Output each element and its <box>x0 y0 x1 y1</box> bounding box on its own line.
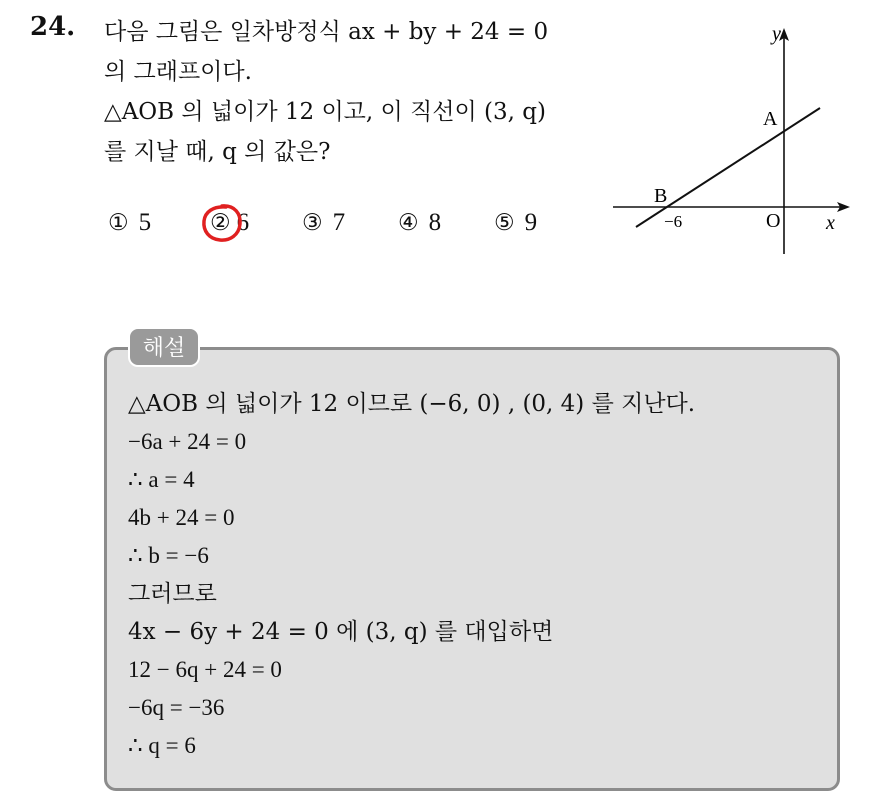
x-axis-label: x <box>826 212 835 234</box>
solution-line-4: 4b + 24 = 0 <box>128 505 235 530</box>
choice-3-mark: ③ <box>302 210 323 236</box>
choice-4-mark: ④ <box>398 210 419 236</box>
choice-1[interactable] <box>108 206 151 240</box>
graph-line <box>636 108 820 227</box>
question-number: 24. <box>30 12 76 42</box>
question-line-1: 다음 그림은 일차방정식 ax + by + 24 = 0 <box>104 19 549 45</box>
choice-2-value: 6 <box>236 209 250 236</box>
question-line-3: △AOB 의 넓이가 12 이고, 이 직선이 (3, q) <box>104 99 546 125</box>
solution-text <box>128 385 818 765</box>
choice-2[interactable] <box>210 206 249 240</box>
question-line-4: 를 지날 때, q 의 값은? <box>104 139 331 165</box>
line-graph <box>608 22 858 258</box>
point-b-label: B <box>654 185 668 207</box>
answer-choices <box>104 206 574 240</box>
origin-label: O <box>766 210 781 232</box>
choice-2-mark: ② <box>210 210 231 236</box>
solution-line-8: 12 − 6q + 24 = 0 <box>128 657 282 682</box>
choice-5-value: 9 <box>524 209 538 236</box>
x-tick-label: −6 <box>664 212 683 231</box>
solution-line-9: −6q = −36 <box>128 695 225 720</box>
choice-5[interactable] <box>494 206 537 240</box>
solution-line-6: 그러므로 <box>128 581 217 607</box>
choice-1-mark: ① <box>108 210 129 236</box>
solution-line-10: ∴ q = 6 <box>128 733 196 758</box>
choice-5-mark: ⑤ <box>494 210 515 236</box>
solution-line-1: △AOB 의 넓이가 12 이므로 (−6, 0) , (0, 4) 를 지난다. <box>128 391 696 417</box>
choice-3[interactable] <box>302 206 345 240</box>
choice-4[interactable] <box>398 206 441 240</box>
solution-line-7: 4x − 6y + 24 = 0 에 (3, q) 를 대입하면 <box>128 619 554 645</box>
choice-4-value: 8 <box>428 209 442 236</box>
y-axis-label: y <box>772 23 781 45</box>
solution-line-2: −6a + 24 = 0 <box>128 429 247 454</box>
choice-3-value: 7 <box>332 209 346 236</box>
solution-line-3: ∴ a = 4 <box>128 467 195 492</box>
point-a-label: A <box>763 108 778 130</box>
answer-circle-mark <box>198 200 246 246</box>
solution-tag: 해설 <box>128 327 200 367</box>
choice-1-value: 5 <box>138 209 152 236</box>
question-text <box>104 12 604 172</box>
solution-line-5: ∴ b = −6 <box>128 543 209 568</box>
question-line-2: 의 그래프이다. <box>104 59 252 85</box>
